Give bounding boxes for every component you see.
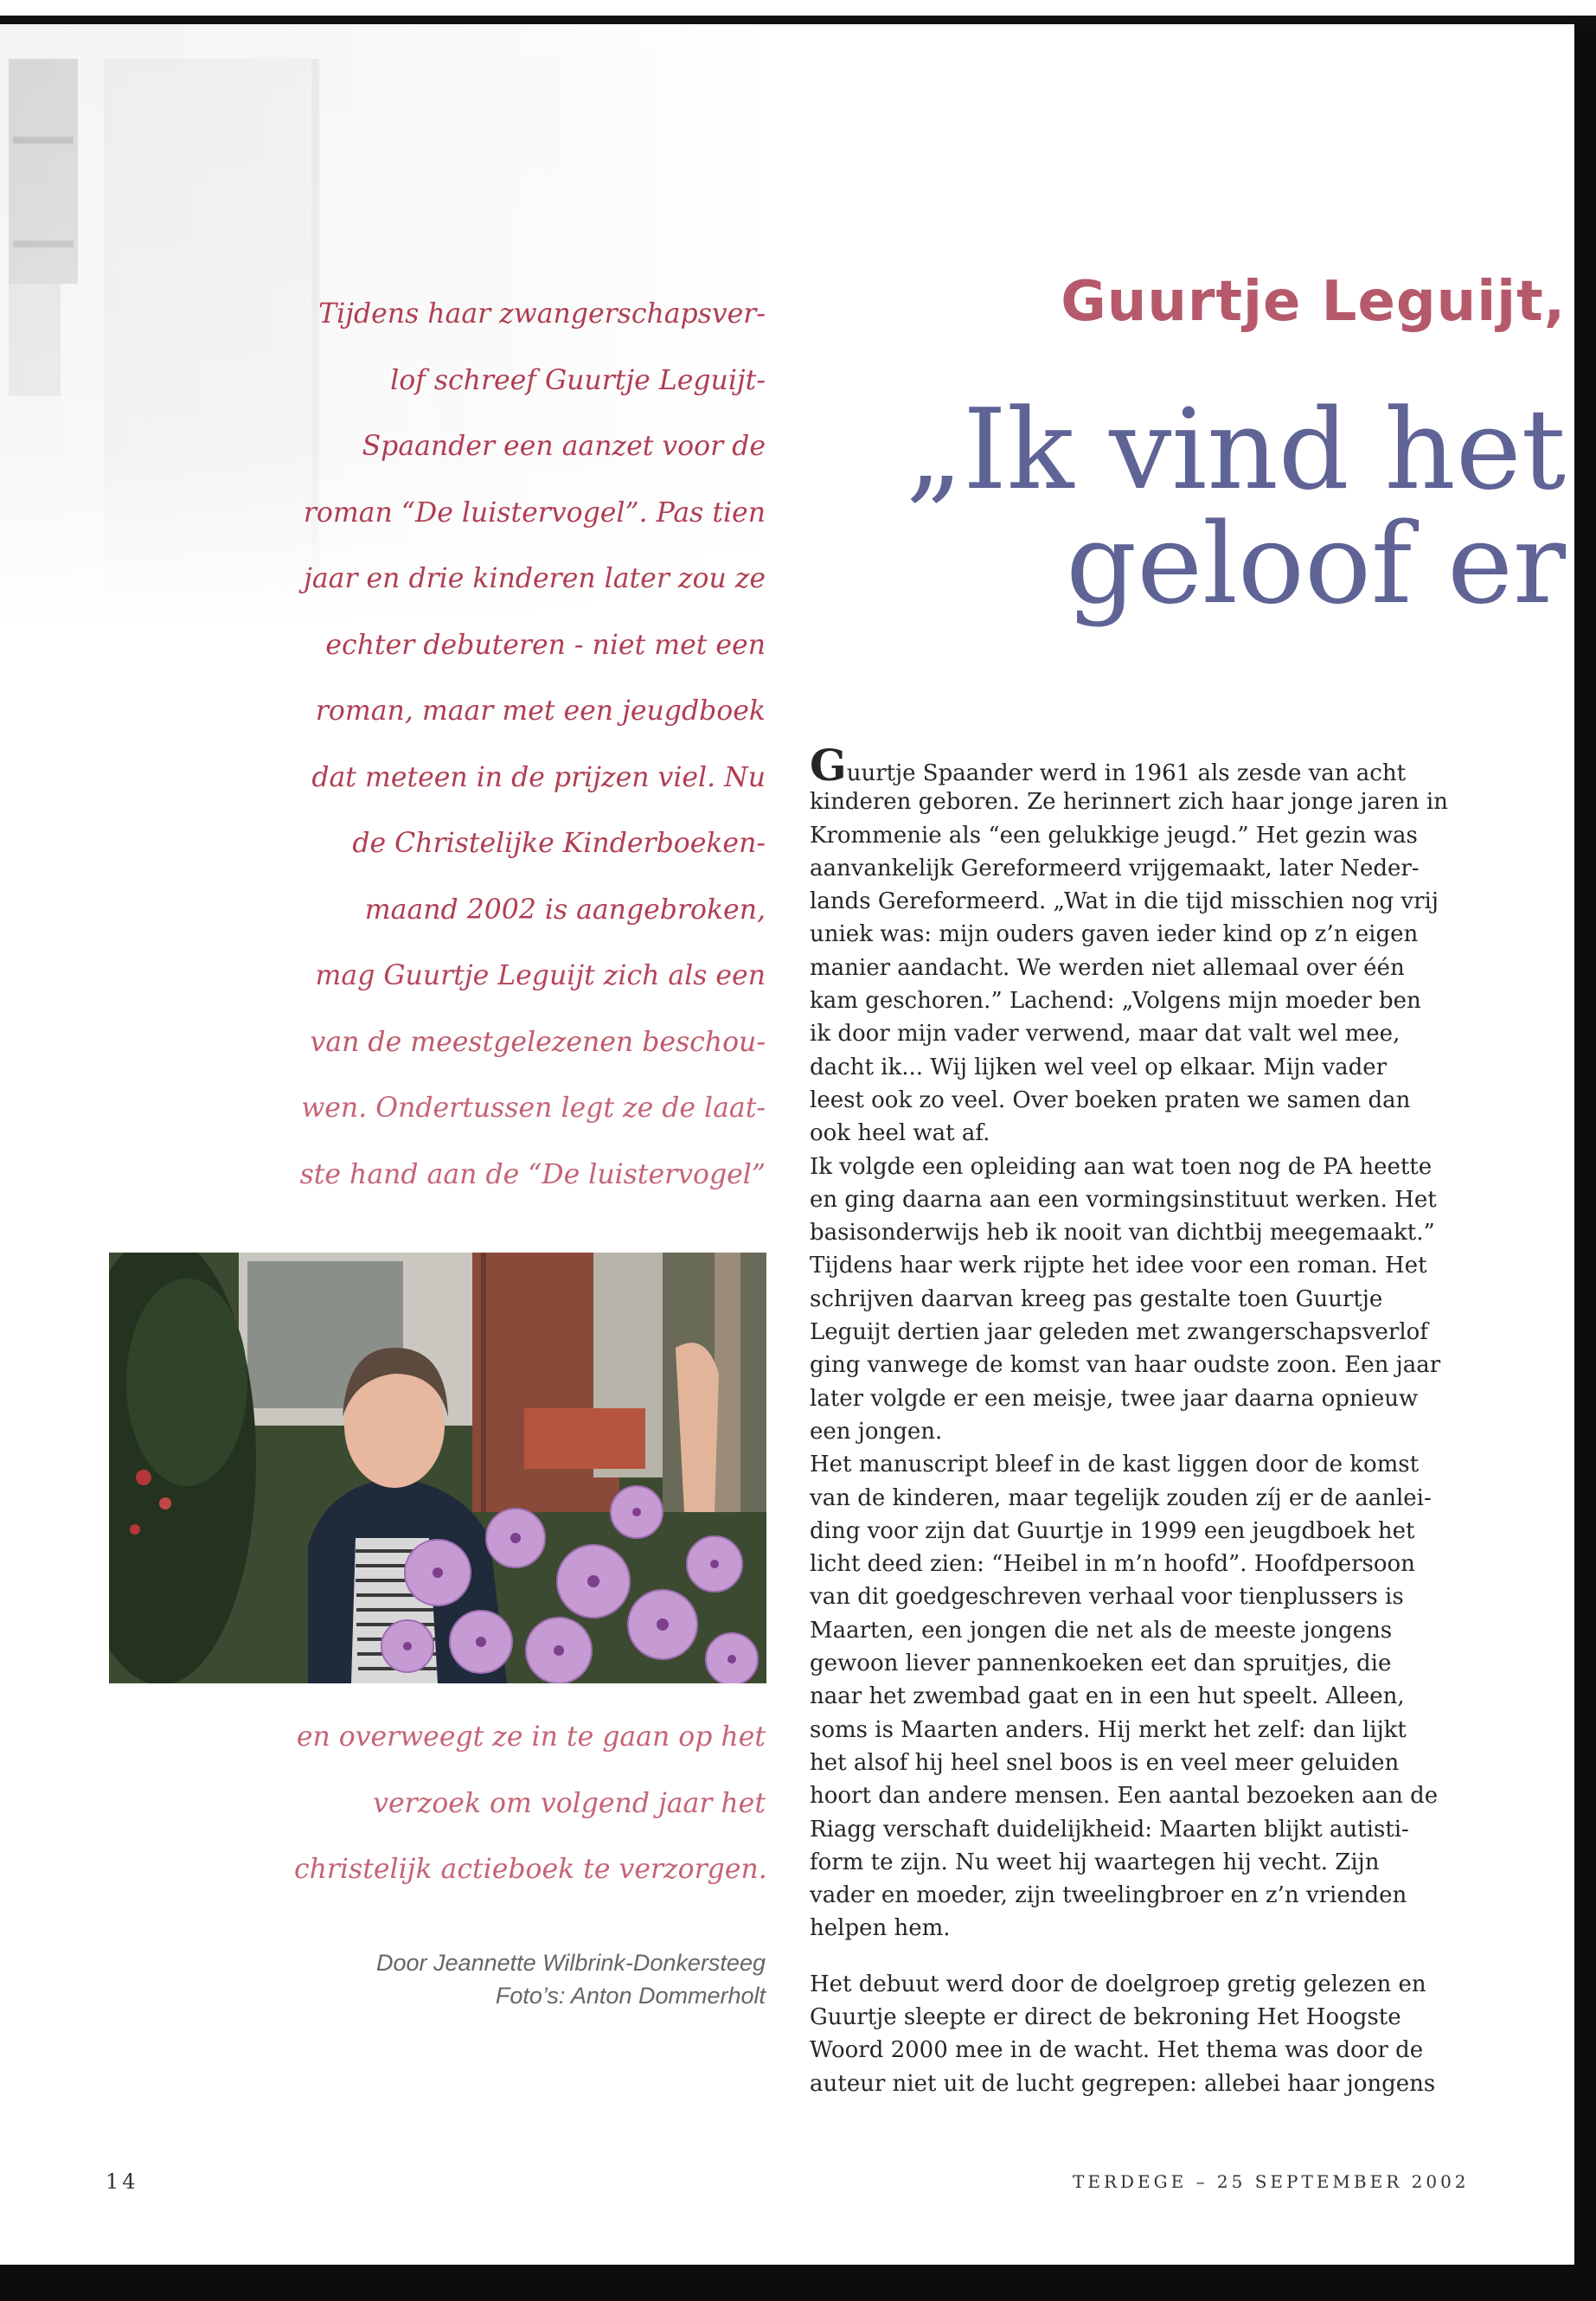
body-line: lands Gereformeerd. „Wat in die tijd misschien nog vrij xyxy=(810,888,1439,915)
body-line: soms is Maarten anders. Hij merkt het zelf: dan lijkt xyxy=(810,1716,1407,1743)
body-line: ging vanwege de komst van haar oudste zoon. Een jaar xyxy=(810,1352,1441,1379)
body-line: hoort dan andere mensen. Een aantal bezoeken aan de xyxy=(810,1783,1439,1810)
paragraph-gap xyxy=(810,1945,1502,1968)
body-line: ook heel wat af. xyxy=(810,1120,990,1147)
intro-line: dat meteen in de prijzen viel. Nu xyxy=(311,761,766,793)
body-line: later volgde er een meisje, twee jaar daarna opnieuw xyxy=(810,1385,1419,1412)
body-line: schrijven daarvan kreeg pas gestalte toen Guurtje xyxy=(810,1285,1383,1312)
article-body xyxy=(810,740,1502,2100)
intro-line: Tijdens haar zwangerschapsver- xyxy=(318,298,766,330)
intro-line: ste hand aan de “De luistervogel” xyxy=(299,1158,766,1190)
body-line: manier aandacht. We werden niet allemaal over één xyxy=(810,954,1405,981)
headline-line-2: geloof er xyxy=(1066,500,1566,629)
headline-line-1: „Ik vind het xyxy=(905,386,1566,515)
body-line: Ik volgde een opleiding aan wat toen nog de PA heette xyxy=(810,1153,1433,1180)
body-line: form te zijn. Nu weet hij waartegen hij vecht. Zijn xyxy=(810,1849,1380,1875)
right-border xyxy=(1574,24,1596,2269)
body-line xyxy=(810,740,1502,791)
publication-footer: TERDEGE – 25 SEPTEMBER 2002 xyxy=(1073,2171,1470,2192)
intro-continued xyxy=(294,1704,766,1903)
body-line: Riagg verschaft duidelijkheid: Maarten blijkt autisti- xyxy=(810,1816,1409,1843)
body-line: naar het zwembad gaat en in een hut speelt. Alleen, xyxy=(810,1683,1405,1710)
body-line: helpen hem. xyxy=(810,1915,951,1942)
body-line: Krommenie als “een gelukkige jeugd.” Het gezin was xyxy=(810,822,1418,849)
intro-line: jaar en drie kinderen later zou ze xyxy=(304,563,766,594)
intro-line: de Christelijke Kinderboeken- xyxy=(352,828,766,859)
body-line: Het debuut werd door de doelgroep gretig gelezen en xyxy=(810,1971,1426,1997)
page-number: 14 xyxy=(106,2170,139,2194)
body-line: leest ook zo veel. Over boeken praten we samen dan xyxy=(810,1086,1411,1113)
credits xyxy=(294,1946,766,2012)
bottom-border xyxy=(0,2265,1596,2301)
body-line: kam geschoren.” Lachend: „Volgens mijn moeder ben xyxy=(810,988,1421,1015)
top-border xyxy=(0,16,1596,24)
intro-line: echter debuteren - niet met een xyxy=(325,629,766,661)
body-line: licht deed zien: “Heibel in m’n hoofd”. Hoofdpersoon xyxy=(810,1551,1415,1578)
intro-line: Spaander een aanzet voor de xyxy=(362,431,766,462)
body-line: auteur niet uit de lucht gegrepen: allebei haar jongens xyxy=(810,2070,1436,2097)
body-line: Leguijt dertien jaar geleden met zwangerschapsverlof xyxy=(810,1319,1428,1346)
body-line: uniek was: mijn ouders gaven ieder kind op z’n eigen xyxy=(810,921,1419,948)
intro-line: van de meestgelezenen beschou- xyxy=(310,1026,766,1058)
intro-text xyxy=(294,281,766,1208)
body-line: aanvankelijk Gereformeerd vrijgemaakt, later Neder- xyxy=(810,855,1420,881)
intro-line: mag Guurtje Leguijt zich als een xyxy=(315,960,766,991)
intro-line: en overweegt ze in te gaan op het xyxy=(296,1721,766,1753)
body-line: Maarten, een jongen die net als de meeste jongens xyxy=(810,1617,1393,1644)
body-line: Guurtje sleepte er direct de bekroning Het Hoogste xyxy=(810,2003,1401,2030)
intro-line: roman “De luistervogel”. Pas tien xyxy=(303,497,766,529)
body-line: het alsof hij heel snel boos is en veel meer geluiden xyxy=(810,1749,1400,1776)
article-headline xyxy=(882,386,1566,629)
body-line: vader en moeder, zijn tweelingbroer en z’n vrienden xyxy=(810,1882,1407,1909)
body-line: gewoon liever pannenkoeken eet dan spruitjes, die xyxy=(810,1650,1392,1677)
article-kicker: Guurtje Leguijt, xyxy=(1061,270,1566,334)
intro-line: roman, maar met een jeugdboek xyxy=(315,695,766,727)
body-line: ik door mijn vader verwend, maar dat valt wel mee, xyxy=(810,1021,1401,1048)
intro-line: christelijk actieboek te verzorgen. xyxy=(294,1854,767,1885)
intro-line: lof schreef Guurtje Leguijt- xyxy=(390,364,766,396)
drop-cap: G xyxy=(810,740,847,791)
body-line: Woord 2000 mee in de wacht. Het thema was door de xyxy=(810,2037,1424,2064)
body-line: van dit goedgeschreven verhaal voor tienplussers is xyxy=(810,1584,1404,1611)
intro-line: maand 2002 is aangebroken, xyxy=(364,894,766,926)
body-line: kinderen geboren. Ze herinnert zich haar jonge jaren in xyxy=(810,789,1448,816)
body-line: Het manuscript bleef in de kast liggen door de komst xyxy=(810,1452,1420,1478)
intro-line: verzoek om volgend jaar het xyxy=(373,1787,766,1819)
body-line: basisonderwijs heb ik nooit van dichtbij meegemaakt.” xyxy=(810,1220,1435,1247)
body-line: dacht ik... Wij lijken wel veel op elkaar. Mijn vader xyxy=(810,1054,1388,1080)
body-line: en ging daarna aan een vormingsinstituut werken. Het xyxy=(810,1186,1437,1213)
photo-credit: Foto’s: Anton Dommerholt xyxy=(495,1983,766,2009)
body-line-text: uurtje Spaander werd in 1961 als zesde van acht xyxy=(846,760,1407,786)
body-line: Tijdens haar werk rijpte het idee voor een roman. Het xyxy=(810,1253,1427,1279)
body-line: van de kinderen, maar tegelijk zouden zíj er de aanlei- xyxy=(810,1484,1432,1511)
intro-line: wen. Ondertussen legt ze de laat- xyxy=(301,1093,766,1124)
author-credit: Door Jeannette Wilbrink-Donkersteeg xyxy=(376,1950,766,1976)
body-line: een jongen. xyxy=(810,1418,943,1445)
author-portrait-photo xyxy=(109,1253,766,1683)
body-line: ding voor zijn dat Guurtje in 1999 een jeugdboek het xyxy=(810,1517,1415,1544)
